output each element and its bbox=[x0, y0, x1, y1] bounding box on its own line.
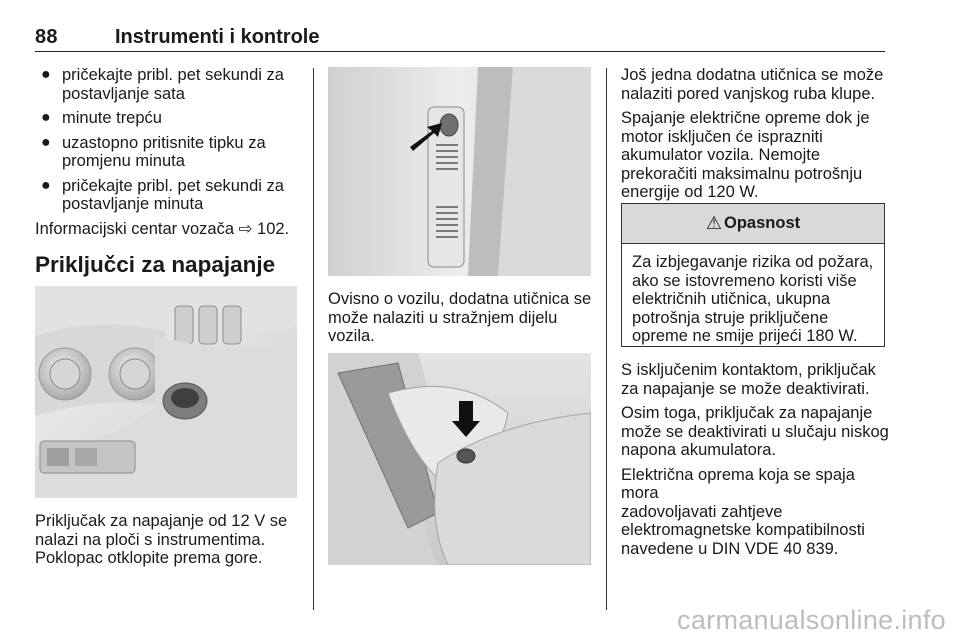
warning-box bbox=[621, 203, 885, 347]
bullet-icon: ● bbox=[41, 176, 51, 194]
paragraph: S isključenim kontaktom, priključak za napajanje se može deaktivirati. bbox=[621, 361, 876, 398]
list-item: ● pričekajte pribl. pet sekundi za postavljanje sata bbox=[41, 66, 284, 103]
list-item: ● uzastopno pritisnite tipku za promjenu minuta bbox=[41, 133, 266, 170]
info-reference-page: 102. bbox=[257, 219, 290, 238]
dashboard-outlet-illustration bbox=[35, 286, 297, 498]
warning-triangle-icon: ⚠ bbox=[705, 213, 723, 233]
info-reference-text: Informacijski centar vozača bbox=[35, 219, 234, 238]
paragraph: Osim toga, priključak za napajanje može se deaktivirati u slučaju niskog napona akumulatora. bbox=[621, 404, 889, 459]
dashboard-outlet-caption: Priključak za napajanje od 12 V se nalazi na ploči s instrumentima. Poklopac otklopite prema gore. bbox=[35, 512, 288, 567]
page-header bbox=[35, 26, 885, 52]
column-divider-left bbox=[313, 68, 314, 610]
paragraph: Još jedna dodatna utičnica se može nalaziti pored vanjskog ruba klupe. bbox=[621, 66, 884, 103]
column-divider-right bbox=[606, 68, 607, 610]
page-number: 88 bbox=[35, 26, 58, 48]
page-arrow-icon: ⇨ bbox=[238, 219, 253, 238]
list-item: ● pričekajte pribl. pet sekundi za postavljanje minuta bbox=[41, 176, 284, 213]
column-1 bbox=[35, 66, 301, 238]
paragraph: Električna oprema koja se spaja mora zadovoljavati zahtjeve elektromagnetske kompatibilnosti navedene u DIN VDE 40 839. bbox=[621, 465, 865, 558]
list-item: ● minute trepću bbox=[41, 109, 162, 127]
bullet-icon: ● bbox=[41, 133, 51, 151]
chapter-title: Instrumenti i kontrole bbox=[115, 26, 320, 48]
warning-title: Opasnost bbox=[724, 214, 801, 232]
bullet-icon: ● bbox=[41, 109, 51, 126]
bench-outlet-illustration bbox=[328, 353, 591, 565]
warning-text: Za izbjegavanje rizika od požara, ako se istovremeno koristi više električnih utičnica, ukupna potrošnja struje priključene opreme ne smije prijeći 180 W. bbox=[632, 253, 874, 345]
section-title: Priključci za napajanje bbox=[35, 252, 276, 277]
watermark: carmanualsonline.info bbox=[677, 605, 946, 635]
info-reference[interactable] bbox=[35, 220, 301, 239]
rear-outlet-illustration bbox=[328, 67, 591, 276]
paragraph: Spajanje električne opreme dok je motor isključen će isprazniti akumulator vozila. Nemojte prekoračiti maksimalnu potrošnju energije od 120 W. bbox=[621, 109, 870, 201]
column-2-caption: Ovisno o vozilu, dodatna utičnica se može nalaziti u stražnjem dijelu vozila. bbox=[328, 290, 592, 345]
column-3-bottom bbox=[621, 361, 889, 564]
column-3-top bbox=[621, 66, 887, 208]
clock-steps-list bbox=[35, 66, 301, 214]
bullet-icon: ● bbox=[41, 66, 51, 83]
warning-header bbox=[622, 204, 884, 244]
